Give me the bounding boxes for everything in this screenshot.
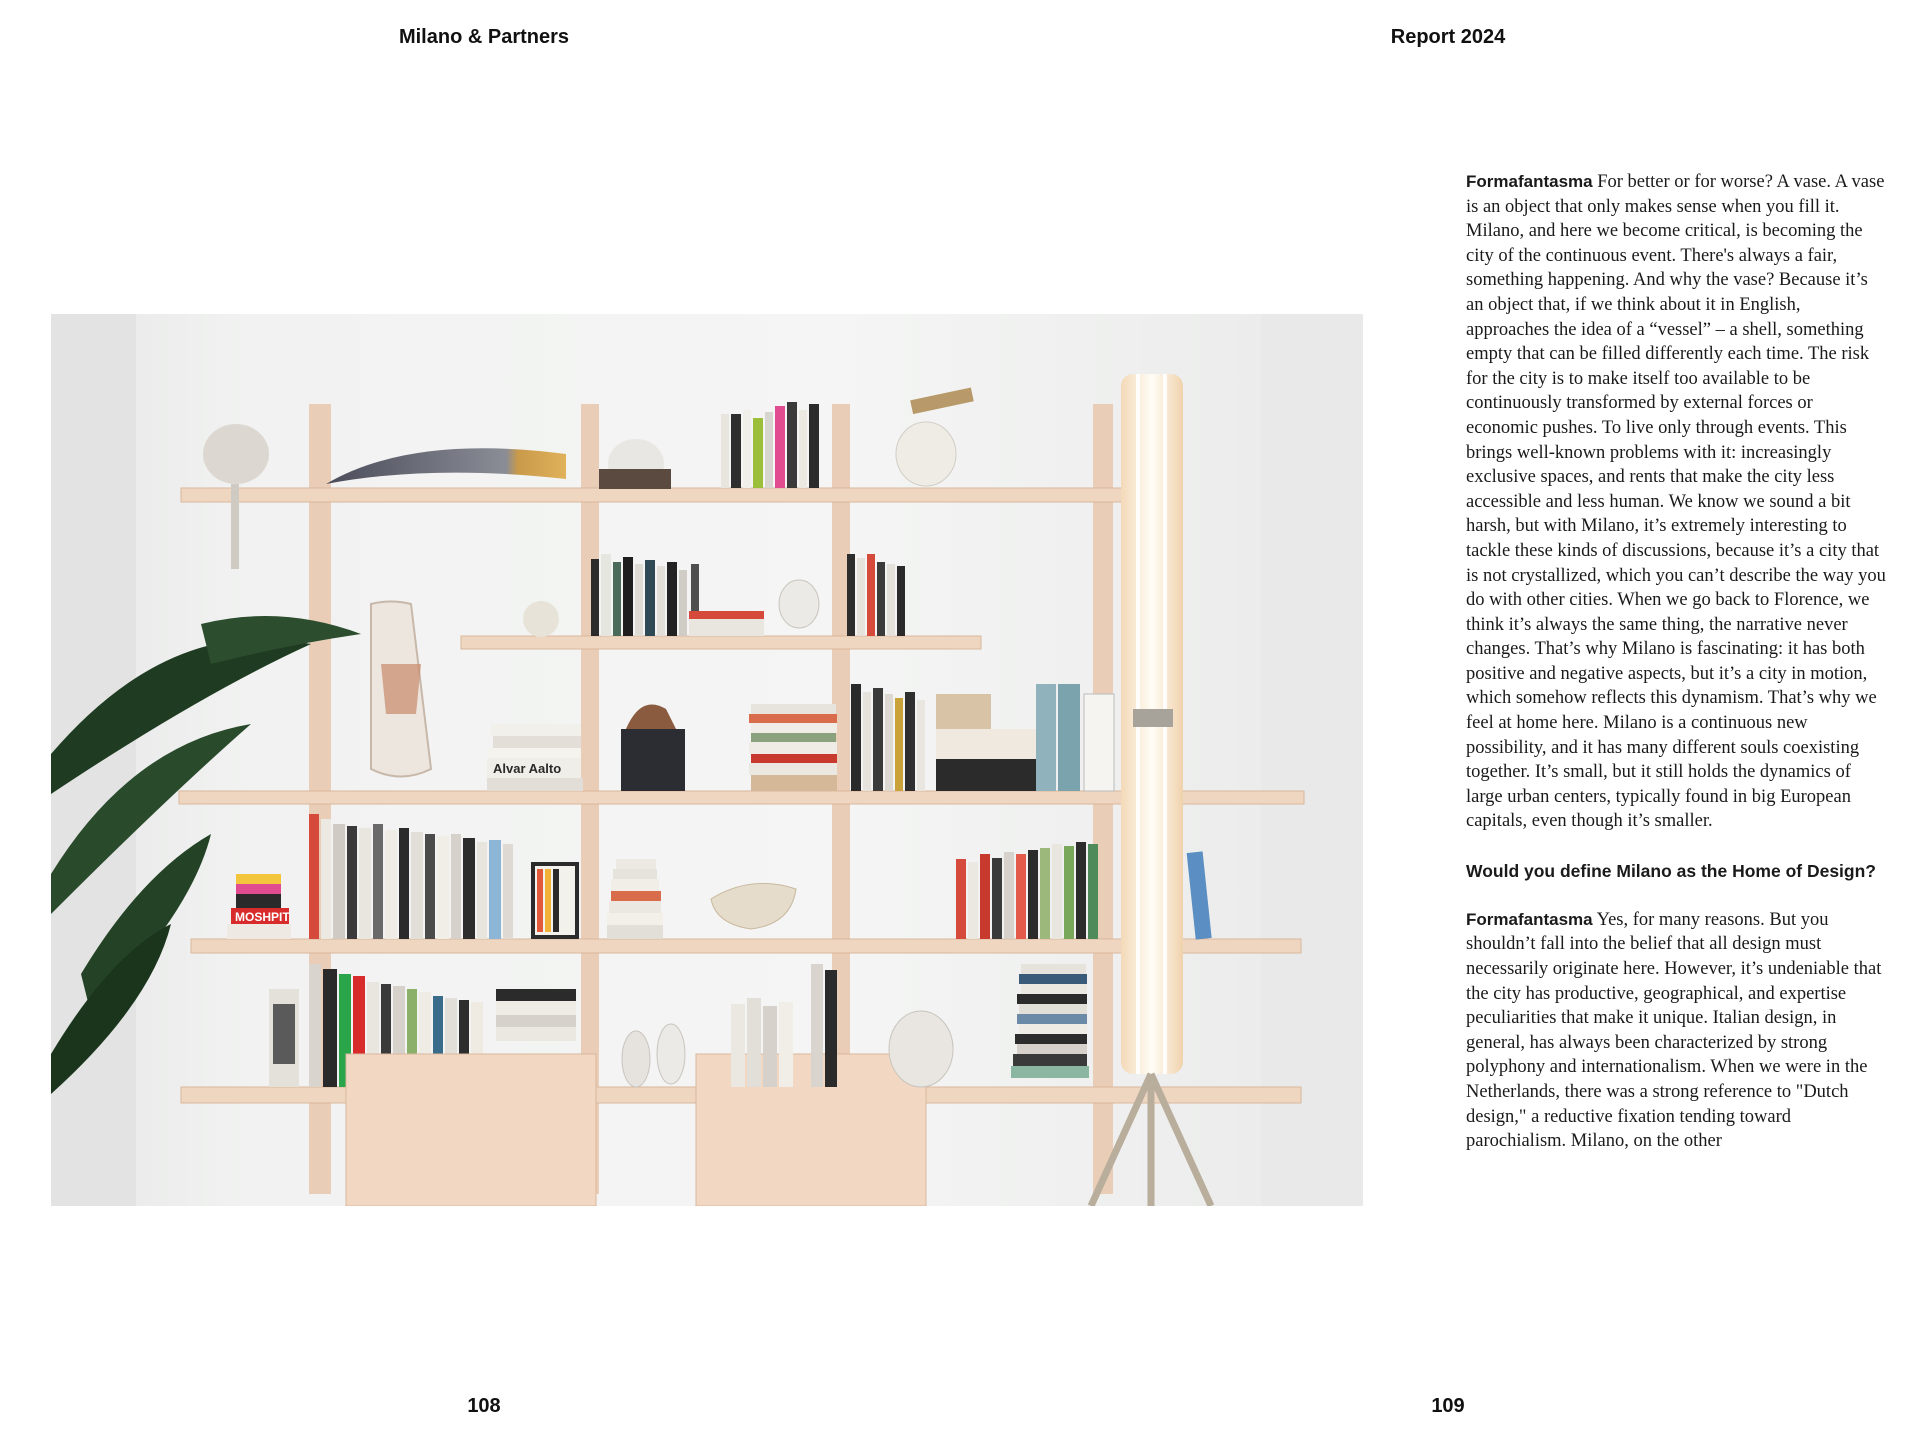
page-number-left: 108 [467, 1395, 501, 1417]
paragraph-1 [1466, 170, 1886, 834]
article-column [1466, 170, 1886, 1178]
interview-question: Would you define Milano as the Home of Design? [1466, 860, 1876, 881]
book-spine-alvar-aalto: Alvar Aalto [493, 761, 562, 776]
speaker-name: Formafantasma [1466, 909, 1593, 929]
running-head-left: Milano & Partners [398, 26, 570, 48]
book-spine-moshpit: MOSHPIT [235, 910, 290, 924]
paragraph-2 [1466, 908, 1886, 1154]
running-head-right: Report 2024 [1390, 26, 1506, 48]
paragraph-text: Yes, for many reasons. But you shouldn’t fall into the belief that all design must necessarily originate here. However, it’s undeniable that the city has productive, geographical, and expertise peculiarities that make it unique. Italian design, in general, has always been characterized by strong polyphony and internationalism. When we were in the Netherlands, there was a strong reference to "Dutch design," a reductive fixation tending toward parochialism. Milano, on the other [1466, 909, 1882, 1152]
bookshelf-photo [51, 314, 1363, 1206]
paragraph-text: For better or for worse? A vase. A vase is an object that only makes sense when you fill it. Milano, and here we become critical, is becoming the city of the continuous event. There's always a fair, something happening. And why the vase? Because it’s an object that, if we think about it in English, approaches the idea of a “vessel” – a shell, something empty that can be filled differently each time. The risk for the city is to make itself too available to be continuously transformed by external forces or economic pushes. To live only through events. This brings well-known problems with it: increasingly exclusive spaces, and rents that make the city less accessible and less human. We know we sound a bit harsh, but with Milano, it’s extremely interesting to tackle these kinds of discussions, because it’s a city that is not crystallized, which you can’t describe the way you do with other cities. When we go back to Florence, we think it’s always the same thing, the narrative never changes. That’s why Milano is fascinating: it has both positive and negative aspects, but it’s a city in motion, which somehow reflects this dynamism. That’s why we feel at home here. Milano is a continuous new possibility, and it has many different souls coexisting together. It’s small, but it still holds the dynamics of large urban centers, typically found in big European capitals, even though it’s smaller. [1466, 172, 1886, 832]
page-number-right: 109 [1431, 1395, 1465, 1417]
speaker-name: Formafantasma [1466, 172, 1593, 191]
